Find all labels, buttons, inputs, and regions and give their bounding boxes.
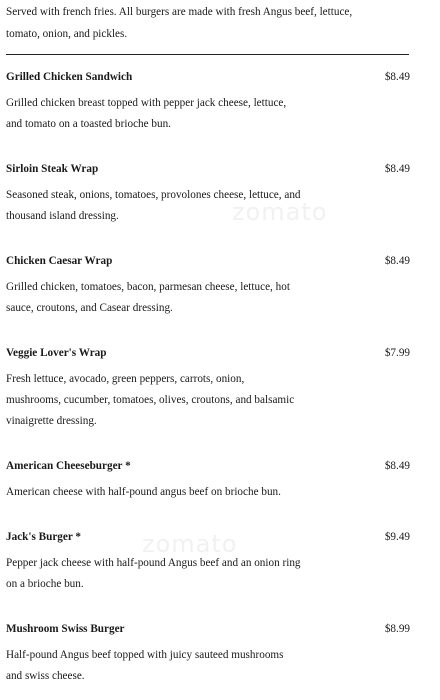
item-price: $8.49 [384, 460, 410, 472]
item-description [6, 553, 351, 595]
item-description [6, 277, 351, 319]
description-line: Seasoned steak, onions, tomatoes, provolones cheese, lettuce, and [6, 189, 301, 201]
description-line: thousand island dressing. [6, 210, 119, 222]
item-name: Mushroom Swiss Burger [6, 623, 125, 635]
menu-item-chicken-caesar-wrap [6, 251, 410, 319]
intro-line: tomato, onion, and pickles. [6, 28, 128, 40]
item-name: Jack's Burger * [6, 531, 81, 543]
item-price: $8.49 [384, 71, 410, 83]
menu-item-mushroom-swiss-burger [6, 619, 410, 687]
item-description [6, 93, 351, 135]
menu-item-american-cheeseburger [6, 456, 410, 503]
intro-line: Served with french fries. All burgers are made with fresh Angus beef, lettuce, [6, 6, 353, 18]
item-description [6, 185, 351, 227]
intro-text [6, 1, 416, 45]
item-name: Chicken Caesar Wrap [6, 255, 113, 267]
description-line: on a brioche bun. [6, 578, 84, 590]
description-line: sauce, croutons, and Casear dressing. [6, 302, 173, 314]
menu-item-sirloin-steak-wrap [6, 159, 410, 227]
item-description [6, 482, 351, 503]
description-line: Half-pound Angus beef topped with juicy sauteed mushrooms [6, 649, 284, 661]
description-line: American cheese with half-pound angus beef on brioche bun. [6, 486, 281, 498]
description-line: Grilled chicken breast topped with pepper jack cheese, lettuce, [6, 97, 287, 109]
menu-item-jacks-burger [6, 527, 410, 595]
divider [6, 54, 409, 55]
description-line: Fresh lettuce, avocado, green peppers, carrots, onion, [6, 373, 245, 385]
item-price: $8.99 [384, 623, 410, 635]
description-line: Grilled chicken, tomatoes, bacon, parmesan cheese, lettuce, hot [6, 281, 290, 293]
description-line: and tomato on a toasted brioche bun. [6, 118, 171, 130]
item-name: Grilled Chicken Sandwich [6, 71, 133, 83]
watermark-logo: zomato [142, 530, 238, 558]
item-price: $8.49 [384, 255, 410, 267]
description-line: vinaigrette dressing. [6, 415, 97, 427]
item-price: $9.49 [384, 531, 410, 543]
description-line: Pepper jack cheese with half-pound Angus beef and an onion ring [6, 557, 301, 569]
watermark-logo: zomato [232, 198, 328, 226]
menu-item-grilled-chicken-sandwich [6, 67, 410, 135]
item-description [6, 645, 351, 687]
item-price: $8.49 [384, 163, 410, 175]
description-line: and swiss cheese. [6, 670, 85, 682]
menu-item-veggie-lovers-wrap [6, 343, 410, 432]
item-name: Veggie Lover's Wrap [6, 347, 107, 359]
item-name: Sirloin Steak Wrap [6, 163, 99, 175]
item-price: $7.99 [384, 347, 410, 359]
item-description [6, 369, 351, 432]
item-name: American Cheeseburger * [6, 460, 131, 472]
description-line: mushrooms, cucumber, tomatoes, olives, croutons, and balsamic [6, 394, 295, 406]
